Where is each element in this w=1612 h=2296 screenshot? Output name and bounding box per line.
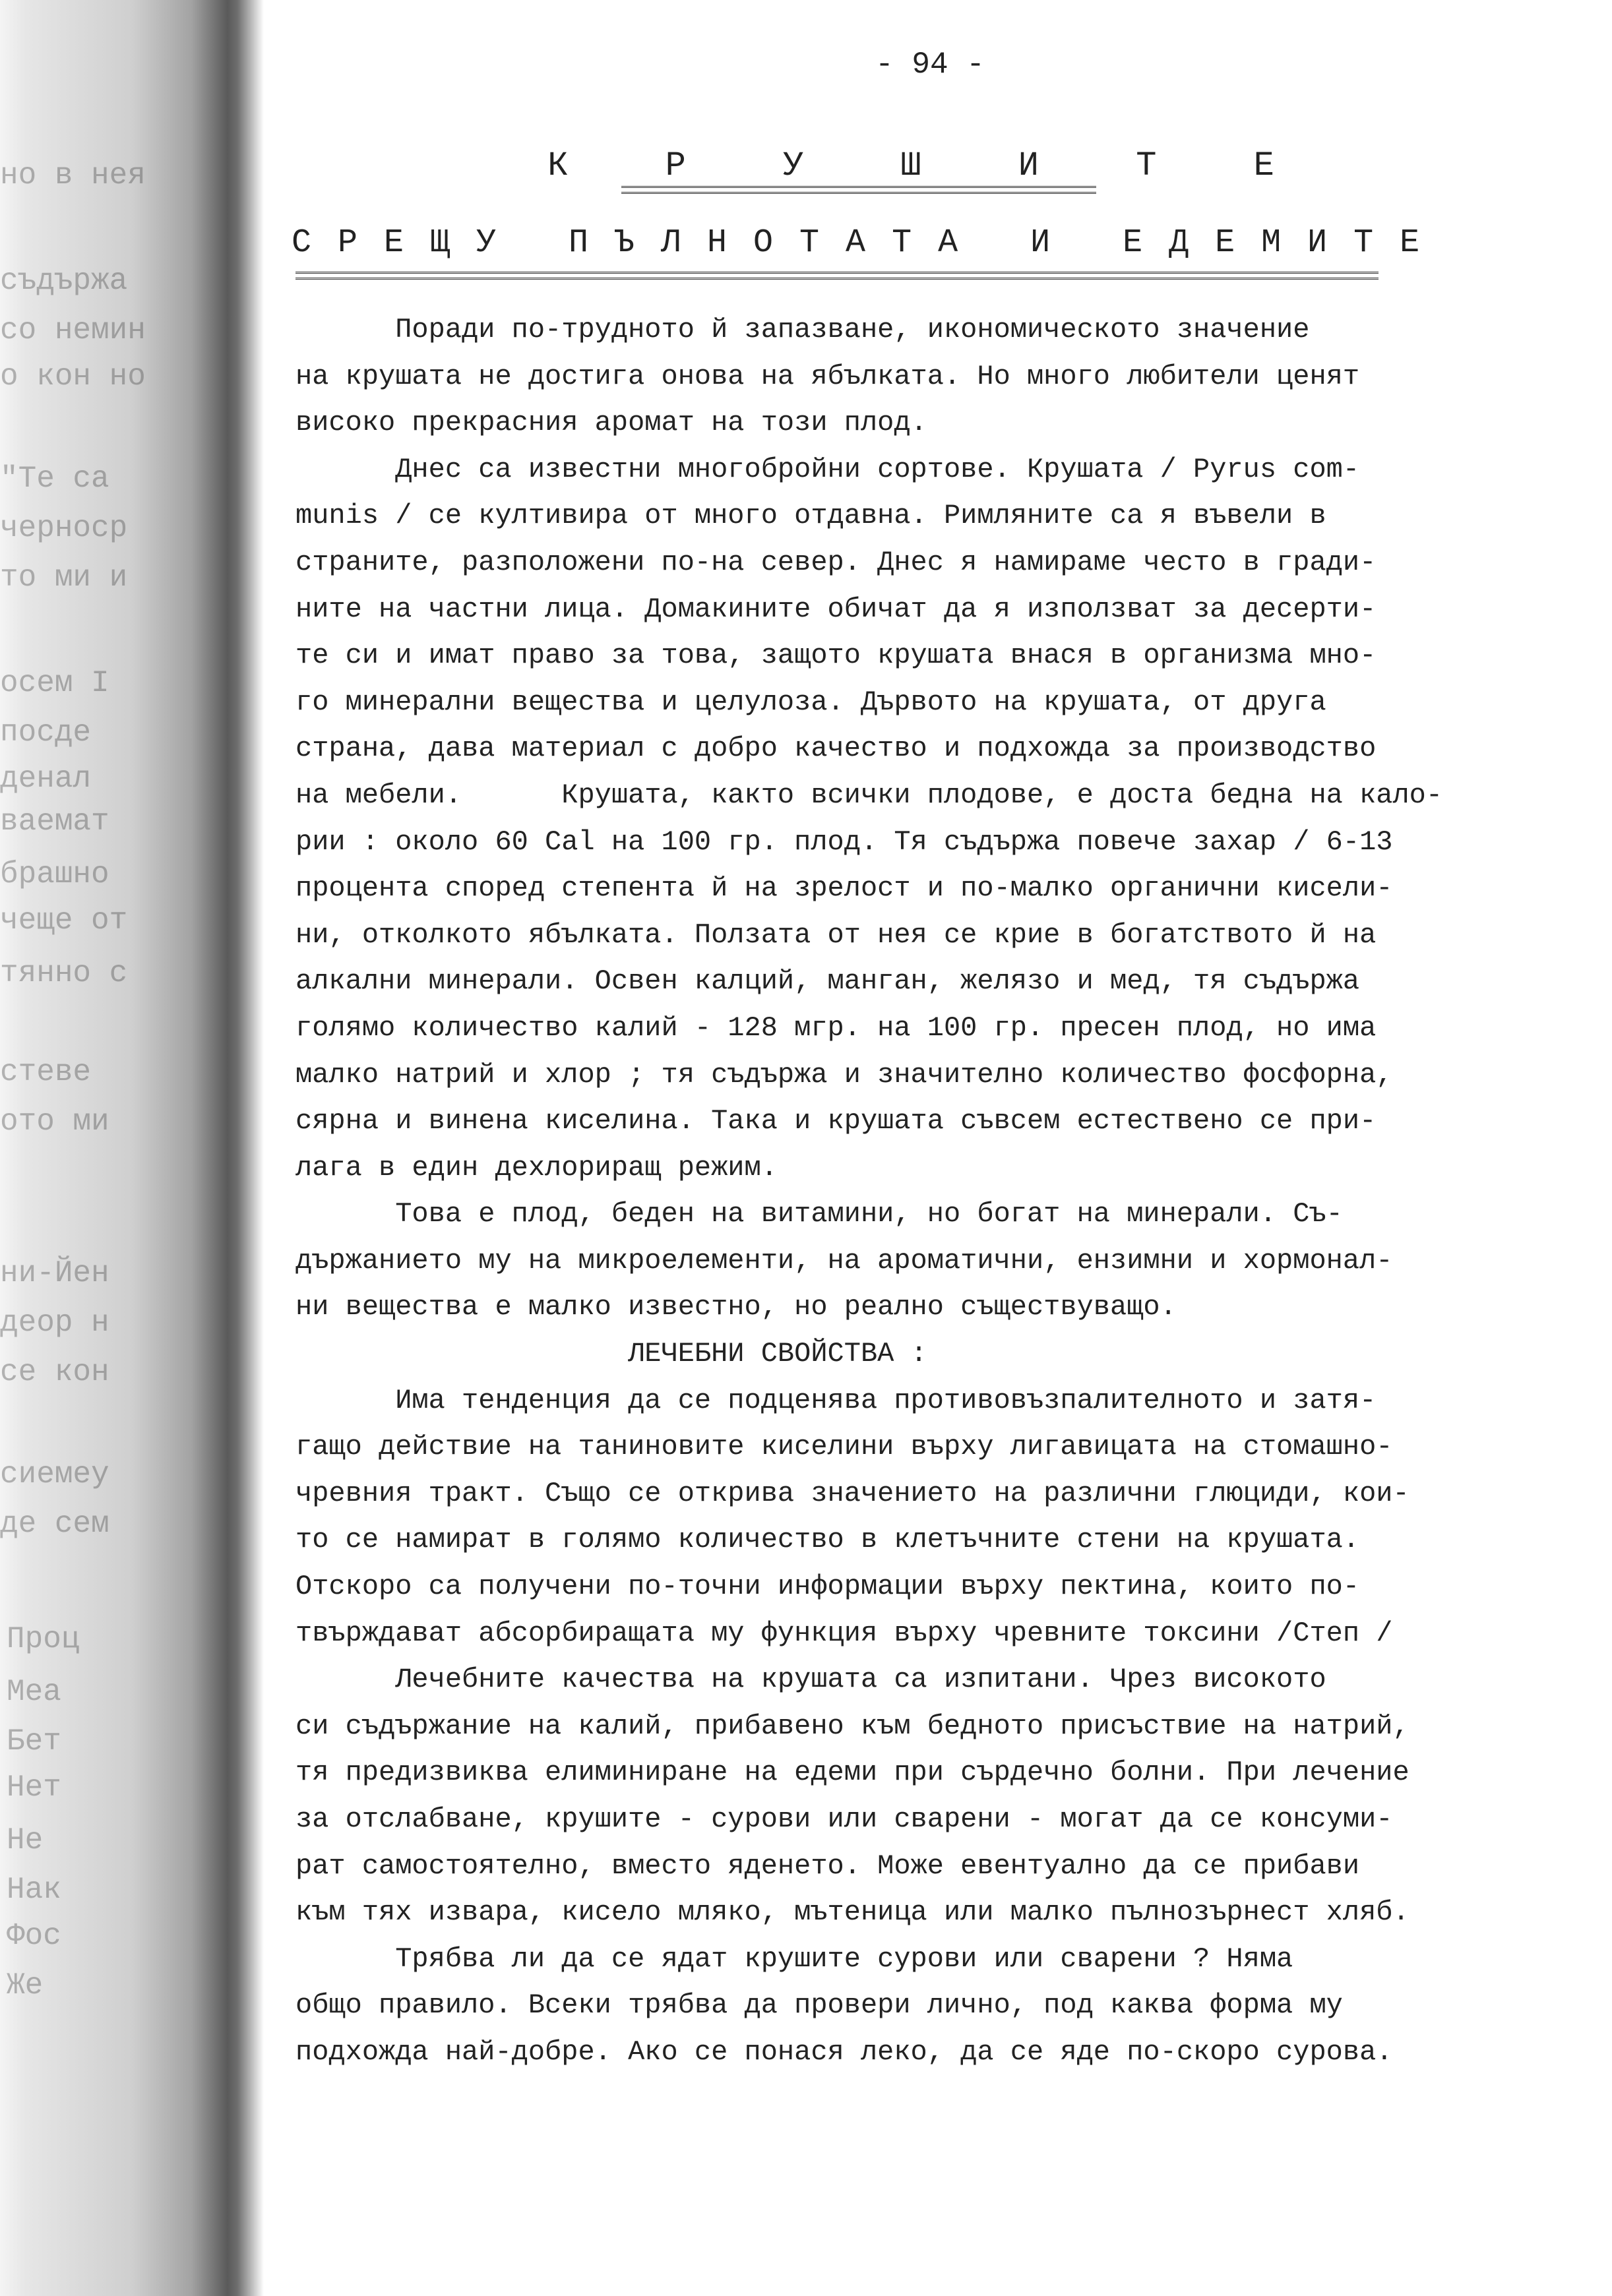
- facing-page-fragment: но в нея: [0, 158, 146, 193]
- text-line: твърждават абсорбиращата му функция върху чревните токсини /Степ /: [295, 1617, 1393, 1649]
- text-line: ни вещества е малко известно, но реално съществуващо.: [295, 1291, 1177, 1323]
- text-line: рии : около 60 Cal на 100 гр. плод. Тя съдържа повече захар / 6-13: [295, 826, 1393, 858]
- facing-page-fragment: то ми и: [0, 560, 128, 595]
- text-line: munis / се култивира от много отдавна. Римляните са я въвели в: [295, 500, 1326, 532]
- facing-page-fragment: съдържа: [0, 264, 128, 298]
- text-line: процента според степента й на зрелост и по-малко органични кисели-: [295, 872, 1393, 905]
- text-line: гащо действие на таниновите киселини върху лигавицата на стомашно-: [295, 1431, 1393, 1463]
- facing-page-fragment: чеще от: [0, 903, 128, 938]
- facing-page-fragment: де сем: [0, 1507, 109, 1541]
- text-line: Има тенденция да се подценява противовъзпалителното и затя-: [295, 1384, 1377, 1416]
- facing-page-fragment: о кон но: [0, 359, 146, 394]
- facing-page-fragment: Меа: [7, 1675, 61, 1709]
- subtitle-underline: [295, 272, 1379, 280]
- facing-page-fragment: Не: [7, 1823, 44, 1858]
- facing-page-fragment: ваемат: [0, 804, 109, 839]
- text-line: към тях извара, кисело мляко, мътеница или малко пълнозърнест хляб.: [295, 1896, 1410, 1929]
- text-line: малко натрий и хлор ; тя съдържа и значително количество фосфорна,: [295, 1058, 1393, 1091]
- facing-page-fragment: Проц: [7, 1622, 80, 1656]
- facing-page-fragment: Фос: [7, 1919, 61, 1953]
- text-line: Отскоро са получени по-точни информации върху пектина, които по-: [295, 1571, 1360, 1603]
- page-title: К Р У Ш И Т Е: [547, 146, 1313, 185]
- text-line: алкални минерали. Освен калций, манган, желязо и мед, тя съдържа: [295, 965, 1360, 998]
- text-line: ните на частни лица. Домакините обичат да я използват за десерти-: [295, 593, 1377, 625]
- text-line: общо правило. Всеки трябва да провери лично, под каква форма му: [295, 1989, 1343, 2022]
- facing-page-fragment: Нак: [7, 1873, 61, 1907]
- facing-page-fragment: ото ми: [0, 1104, 109, 1139]
- facing-page-fragment: Бет: [7, 1724, 61, 1759]
- facing-page-fragment: черноср: [0, 511, 128, 545]
- facing-page-fragment: Же: [7, 1968, 44, 2003]
- text-line: ни, отколкото ябълката. Ползата от нея се крие в богатството й на: [295, 919, 1377, 951]
- facing-page-fragment: со немин: [0, 313, 146, 347]
- page-subtitle: СРЕЩУ ПЪЛНОТАТА И ЕДЕМИТЕ: [292, 224, 1446, 262]
- text-line: високо прекрасния аромат на този плод.: [295, 407, 927, 439]
- document-page: [277, 40, 1583, 2281]
- facing-page-fragment: брашно: [0, 857, 109, 891]
- facing-page-fragment: "Те са: [0, 462, 109, 496]
- facing-page-fragment: посде: [0, 715, 92, 750]
- text-line: Лечебните качества на крушата са изпитани. Чрез високото: [295, 1664, 1326, 1696]
- text-line: лага в един дехлориращ режим.: [295, 1151, 778, 1184]
- facing-page-bleed: [0, 0, 198, 2296]
- text-line: то се намират в голямо количество в клетъчните стени на крушата.: [295, 1524, 1360, 1556]
- facing-page-fragment: сиемеу: [0, 1457, 109, 1492]
- facing-page-fragment: деор н: [0, 1306, 109, 1340]
- text-line: рат самостоятелно, вместо яденето. Може евентуално да се прибави: [295, 1850, 1360, 1882]
- text-line: си съдържание на калий, прибавено към бедното присъствие на натрий,: [295, 1710, 1410, 1742]
- facing-page-fragment: денал: [0, 762, 92, 796]
- page-number: - 94 -: [875, 47, 985, 82]
- facing-page-fragment: тянно с: [0, 956, 128, 990]
- text-line: Поради по-трудното й запазване, икономическото значение: [295, 314, 1310, 346]
- facing-page-fragment: се кон: [0, 1355, 109, 1389]
- text-line: страните, разположени по-на север. Днес я намираме често в гради-: [295, 546, 1377, 578]
- text-line: го минерални вещества и целулоза. Дървото на крушата, от друга: [295, 686, 1326, 718]
- text-line: за отслабване, крушите - сурови или сварени - могат да се консуми-: [295, 1803, 1393, 1835]
- text-line: страна, дава материал с добро качество и подхожда за производство: [295, 733, 1377, 765]
- text-line: подхожда най-добре. Ако се понася леко, да се яде по-скоро сурова.: [295, 2036, 1393, 2068]
- text-line: те си и имат право за това, защото крушата внася в организма мно-: [295, 640, 1377, 672]
- text-line: тя предизвиква елиминиране на едеми при сърдечно болни. При лечение: [295, 1757, 1410, 1789]
- section-heading: ЛЕЧЕБНИ СВОЙСТВА :: [295, 1338, 927, 1370]
- facing-page-fragment: Нет: [7, 1770, 61, 1805]
- body-text: [295, 307, 1549, 2076]
- text-line: Трябва ли да се ядат крушите сурови или сварени ? Няма: [295, 1943, 1293, 1975]
- text-line: държанието му на микроелементи, на ароматични, ензимни и хормонал-: [295, 1244, 1393, 1277]
- text-line: чревния тракт. Също се открива значението на различни глюциди, кои-: [295, 1477, 1410, 1509]
- text-line: сярна и винена киселина. Така и крушата съвсем естествено се при-: [295, 1105, 1377, 1137]
- title-underline: [621, 186, 1096, 194]
- text-line: Това е плод, беден на витамини, но богат на минерали. Съ-: [295, 1198, 1343, 1230]
- facing-page-fragment: стеве: [0, 1055, 92, 1089]
- text-line: Днес са известни многобройни сортове. Крушата / Рyrus com-: [295, 453, 1360, 485]
- text-line: на мебели. Крушата, както всички плодове, е доста бедна на кало-: [295, 779, 1443, 811]
- text-line: голямо количество калий - 128 мгр. на 100 гр. пресен плод, но има: [295, 1012, 1377, 1044]
- facing-page-fragment: ни-Йен: [0, 1256, 109, 1290]
- text-line: на крушата не достига онова на ябълката. Но много любители ценят: [295, 360, 1360, 392]
- facing-page-fragment: осем І: [0, 666, 109, 700]
